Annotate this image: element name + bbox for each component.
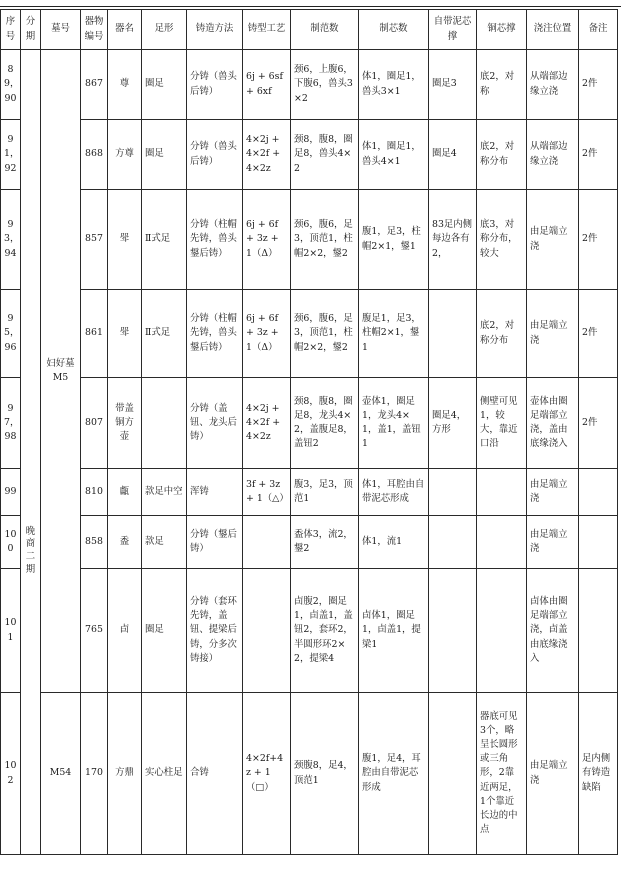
cell-clay-support <box>429 469 477 516</box>
table-header-row <box>1 10 618 50</box>
table-row <box>1 569 618 693</box>
cell-clay-support <box>429 693 477 855</box>
cell-vessel: 方尊 <box>108 120 142 190</box>
cell-seq: 101 <box>1 569 21 693</box>
cell-pour: 由足端立浇 <box>527 190 579 290</box>
col-seq: 序号 <box>1 10 21 50</box>
cell-seq: 97，98 <box>1 378 21 469</box>
cell-vessel-no: 861 <box>81 290 108 378</box>
period-char: 晚 <box>25 525 36 537</box>
cell-casting: 分铸（盖钮、龙头后铸） <box>187 378 243 469</box>
col-vessel-no: 器物编号 <box>81 10 108 50</box>
cell-core-count: 壶体1，圈足1，龙头4×1，盖1，盖钮1 <box>359 378 429 469</box>
cell-mold: 4×2f+4z + 1（□） <box>243 693 291 855</box>
cell-core-count: 卣体1，圈足1，卣盖1，提梁1 <box>359 569 429 693</box>
cell-casting: 分铸（兽头后铸） <box>187 50 243 120</box>
cell-mold-count: 颈8，腹8，圈足8，龙头4×2，盖腹足8，盖钮2 <box>291 378 359 469</box>
cell-casting: 分铸（鋬后铸） <box>187 516 243 569</box>
cell-vessel: 盉 <box>108 516 142 569</box>
cell-mold <box>243 516 291 569</box>
cell-casting: 合铸 <box>187 693 243 855</box>
cell-pour: 由足端立浇 <box>527 469 579 516</box>
table-row <box>1 469 618 516</box>
cell-pour: 从端部边缘立浇 <box>527 50 579 120</box>
cell-core-count: 体1，耳腔由自带泥芯形成 <box>359 469 429 516</box>
cell-pour: 从端部边缘立浇 <box>527 120 579 190</box>
cell-mold-count: 腹3，足3，顶范1 <box>291 469 359 516</box>
cell-clay-support <box>429 290 477 378</box>
cell-mold-count: 颈6，腹6，足3，顶范1，柱帽2×2，鋬2 <box>291 290 359 378</box>
cell-remark: 2件 <box>579 120 618 190</box>
cell-foot: 圈足 <box>142 50 187 120</box>
cell-seq: 102 <box>1 693 21 855</box>
table-row <box>1 50 618 120</box>
cell-casting: 分铸（柱帽先铸，兽头鋬后铸） <box>187 190 243 290</box>
cell-vessel-no: 807 <box>81 378 108 469</box>
cell-pour: 由足端立浇 <box>527 290 579 378</box>
cell-vessel-no: 867 <box>81 50 108 120</box>
cell-seq: 89，90 <box>1 50 21 120</box>
period-cell <box>21 50 41 855</box>
cell-remark: 足内侧有铸造缺陷 <box>579 693 618 855</box>
cell-seq: 91，92 <box>1 120 21 190</box>
cell-core-count: 体1，圈足1，兽头3×1 <box>359 50 429 120</box>
cell-foot: 圈足 <box>142 120 187 190</box>
period-char: 商 <box>25 538 36 550</box>
cell-core-count: 体1，圈足1，兽头4×1 <box>359 120 429 190</box>
col-core-count: 制芯数 <box>359 10 429 50</box>
period-char: 二 <box>25 551 36 562</box>
cell-bronze-support: 器底可见3个，略呈长圆形或三角形，2靠近两足，1个靠近长边的中点 <box>477 693 527 855</box>
cell-casting: 分铸（兽头后铸） <box>187 120 243 190</box>
cell-casting: 分铸（套环先铸，盖钮、提梁后铸，分多次铸接） <box>187 569 243 693</box>
cell-foot: 款足中空 <box>142 469 187 516</box>
tomb-m5-cell: 妇好墓 M5 <box>41 50 81 693</box>
col-casting: 铸造方法 <box>187 10 243 50</box>
previous-page-edge <box>0 0 621 7</box>
cell-pour: 由足端立浇 <box>527 693 579 855</box>
table-row <box>1 378 618 469</box>
cell-mold-count: 颈6，腹6，足3，顶范1，柱帽2×2，鋬2 <box>291 190 359 290</box>
cell-core-count: 腹1，足4，耳腔由自带泥芯形成 <box>359 693 429 855</box>
cell-core-count: 体1，流1 <box>359 516 429 569</box>
cell-bronze-support: 底2，对称分布 <box>477 120 527 190</box>
cell-clay-support <box>429 516 477 569</box>
cell-seq: 93，94 <box>1 190 21 290</box>
cell-vessel-no: 868 <box>81 120 108 190</box>
cell-bronze-support: 底2，对称分布 <box>477 290 527 378</box>
cell-seq: 95，96 <box>1 290 21 378</box>
col-vessel: 器名 <box>108 10 142 50</box>
cell-remark <box>579 569 618 693</box>
cell-foot <box>142 378 187 469</box>
cell-bronze-support <box>477 469 527 516</box>
cell-foot: 圈足 <box>142 569 187 693</box>
cell-vessel-no: 765 <box>81 569 108 693</box>
cell-vessel: 卣 <box>108 569 142 693</box>
cell-pour: 壶体由圈足端部立浇，盖由底缘浇入 <box>527 378 579 469</box>
cell-mold-count: 颈8，腹8，圈足8，兽头4×2 <box>291 120 359 190</box>
table-row <box>1 693 618 855</box>
cell-remark: 2件 <box>579 50 618 120</box>
period-char: 期 <box>25 563 36 575</box>
cell-bronze-support: 底2，对称 <box>477 50 527 120</box>
col-clay-support: 自带泥芯撑 <box>429 10 477 50</box>
cell-vessel: 尊 <box>108 50 142 120</box>
cell-seq: 100 <box>1 516 21 569</box>
cell-clay-support: 圈足4 <box>429 120 477 190</box>
cell-remark <box>579 516 618 569</box>
cell-remark <box>579 469 618 516</box>
cell-mold: 4×2j + 4×2f + 4×2z <box>243 120 291 190</box>
cell-mold-count: 颈6，上腹6，下腹6，兽头3×2 <box>291 50 359 120</box>
cell-foot: 实心柱足 <box>142 693 187 855</box>
col-foot: 足形 <box>142 10 187 50</box>
col-bronze-support: 铜芯撑 <box>477 10 527 50</box>
cell-vessel: 斝 <box>108 290 142 378</box>
table-row <box>1 516 618 569</box>
cell-mold <box>243 569 291 693</box>
cell-pour: 卣体由圈足端部立浇，卣盖由底缘浇入 <box>527 569 579 693</box>
cell-pour: 由足端立浇 <box>527 516 579 569</box>
cell-casting: 浑铸 <box>187 469 243 516</box>
cell-mold-count: 颈腹8，足4，顶范1 <box>291 693 359 855</box>
cell-casting: 分铸（柱帽先铸，兽头鋬后铸） <box>187 290 243 378</box>
cell-clay-support: 圈足4，方形 <box>429 378 477 469</box>
cell-vessel: 带盖铜方壶 <box>108 378 142 469</box>
cell-vessel-no: 857 <box>81 190 108 290</box>
cell-remark: 2件 <box>579 290 618 378</box>
cell-mold: 6j + 6f + 3z + 1（Δ） <box>243 290 291 378</box>
col-mold: 铸型工艺 <box>243 10 291 50</box>
cell-bronze-support: 底3，对称分布，较大 <box>477 190 527 290</box>
col-mold-count: 制范数 <box>291 10 359 50</box>
cell-foot: Ⅱ式足 <box>142 190 187 290</box>
cell-vessel-no: 170 <box>81 693 108 855</box>
table-row <box>1 120 618 190</box>
cell-mold-count: 盉体3，流2，鋬2 <box>291 516 359 569</box>
cell-bronze-support <box>477 516 527 569</box>
cell-mold: 4×2j + 4×2f + 4×2z <box>243 378 291 469</box>
tomb-m54-cell: M54 <box>41 693 81 855</box>
cell-foot: 款足 <box>142 516 187 569</box>
col-remark: 备注 <box>579 10 618 50</box>
cell-clay-support: 83足内侧每边各有2， <box>429 190 477 290</box>
cell-foot: Ⅱ式足 <box>142 290 187 378</box>
cell-mold: 6j + 6f + 3z + 1（Δ） <box>243 190 291 290</box>
cell-vessel-no: 858 <box>81 516 108 569</box>
col-pour: 浇注位置 <box>527 10 579 50</box>
cell-mold: 3f + 3z + 1（△） <box>243 469 291 516</box>
cell-seq: 99 <box>1 469 21 516</box>
table-row <box>1 290 618 378</box>
cell-mold: 6j + 6sf + 6xf <box>243 50 291 120</box>
cell-clay-support: 圈足3 <box>429 50 477 120</box>
cell-vessel: 甗 <box>108 469 142 516</box>
cell-vessel: 方鼎 <box>108 693 142 855</box>
casting-table <box>0 9 618 855</box>
col-period: 分期 <box>21 10 41 50</box>
cell-core-count: 腹足1，足3，柱帽2×1，鋬1 <box>359 290 429 378</box>
cell-core-count: 腹1，足3，柱帽2×1，鋬1 <box>359 190 429 290</box>
cell-bronze-support: 侧壁可见1，较大，靠近口沿 <box>477 378 527 469</box>
cell-vessel-no: 810 <box>81 469 108 516</box>
cell-remark: 2件 <box>579 378 618 469</box>
cell-vessel: 斝 <box>108 190 142 290</box>
cell-bronze-support <box>477 569 527 693</box>
cell-clay-support <box>429 569 477 693</box>
table-row <box>1 190 618 290</box>
cell-remark: 2件 <box>579 190 618 290</box>
col-tomb: 墓号 <box>41 10 81 50</box>
cell-mold-count: 卣腹2，圈足1，卣盖1，盖钮2，套环2，半圆形环2×2，提梁4 <box>291 569 359 693</box>
